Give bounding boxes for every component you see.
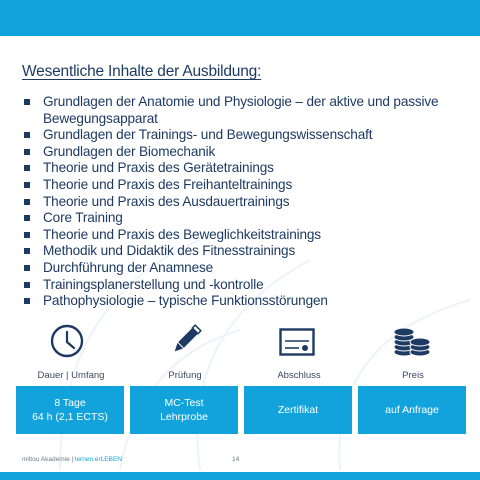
- info-box-duration: 8 Tage 64 h (2,1 ECTS): [16, 386, 124, 434]
- footer-tagline: lernen.erLEBEN: [75, 456, 122, 463]
- bullet-square-icon: [24, 132, 30, 138]
- info-label-price: Preis: [402, 370, 424, 381]
- info-label-duration: Dauer | Umfang: [37, 370, 105, 381]
- bullet-square-icon: [24, 182, 30, 188]
- bullet-square-icon: [24, 199, 30, 205]
- list-item: Durchführung der Anamnese: [22, 260, 472, 277]
- bullet-square-icon: [24, 298, 30, 304]
- list-item: Theorie und Praxis des Freihanteltrainings: [22, 177, 472, 194]
- info-box-certificate: Zertifikat: [244, 386, 352, 434]
- info-box-price: auf Anfrage: [358, 386, 466, 434]
- bottom-banner-bar: [0, 472, 480, 480]
- list-item: Trainingsplanerstellung und -kontrolle: [22, 277, 472, 294]
- top-banner-bar: [0, 0, 480, 36]
- info-box-exam: MC-Test Lehrprobe: [130, 386, 238, 434]
- list-item: Methodik und Didaktik des Fitnesstrainings: [22, 243, 472, 260]
- list-item: Theorie und Praxis des Ausdauertrainings: [22, 194, 472, 211]
- list-item: Grundlagen der Trainings- und Bewegungswissenschaft: [22, 127, 472, 144]
- list-item: Theorie und Praxis des Beweglichkeitstrainings: [22, 227, 472, 244]
- bullet-square-icon: [24, 248, 30, 254]
- list-item: Core Training: [22, 210, 472, 227]
- section-heading: Wesentliche Inhalte der Ausbildung:: [22, 63, 262, 80]
- bullet-square-icon: [24, 282, 30, 288]
- info-label-exam: Prüfung: [168, 370, 202, 381]
- coins-icon: [392, 324, 432, 358]
- pencil-icon: [168, 322, 204, 358]
- content-list: [22, 94, 472, 310]
- bullet-square-icon: [24, 232, 30, 238]
- bullet-square-icon: [24, 99, 30, 105]
- bullet-square-icon: [24, 265, 30, 271]
- list-item: Theorie und Praxis des Gerätetrainings: [22, 160, 472, 177]
- list-item: Pathophysiologie – typische Funktionsstörungen: [22, 293, 472, 310]
- info-label-certificate: Abschluss: [277, 370, 321, 381]
- list-item: Grundlagen der Biomechanik: [22, 144, 472, 161]
- footer-brand: miltou Akademie | lernen.erLEBEN: [22, 456, 122, 463]
- bullet-square-icon: [24, 215, 30, 221]
- page-number: 14: [232, 456, 240, 463]
- list-item: Grundlagen der Anatomie und Physiologie – der aktive und passive Bewegungsapparat: [22, 94, 472, 127]
- bullet-square-icon: [24, 165, 30, 171]
- clock-icon: [50, 324, 84, 358]
- bullet-square-icon: [24, 149, 30, 155]
- certificate-icon: [279, 328, 315, 356]
